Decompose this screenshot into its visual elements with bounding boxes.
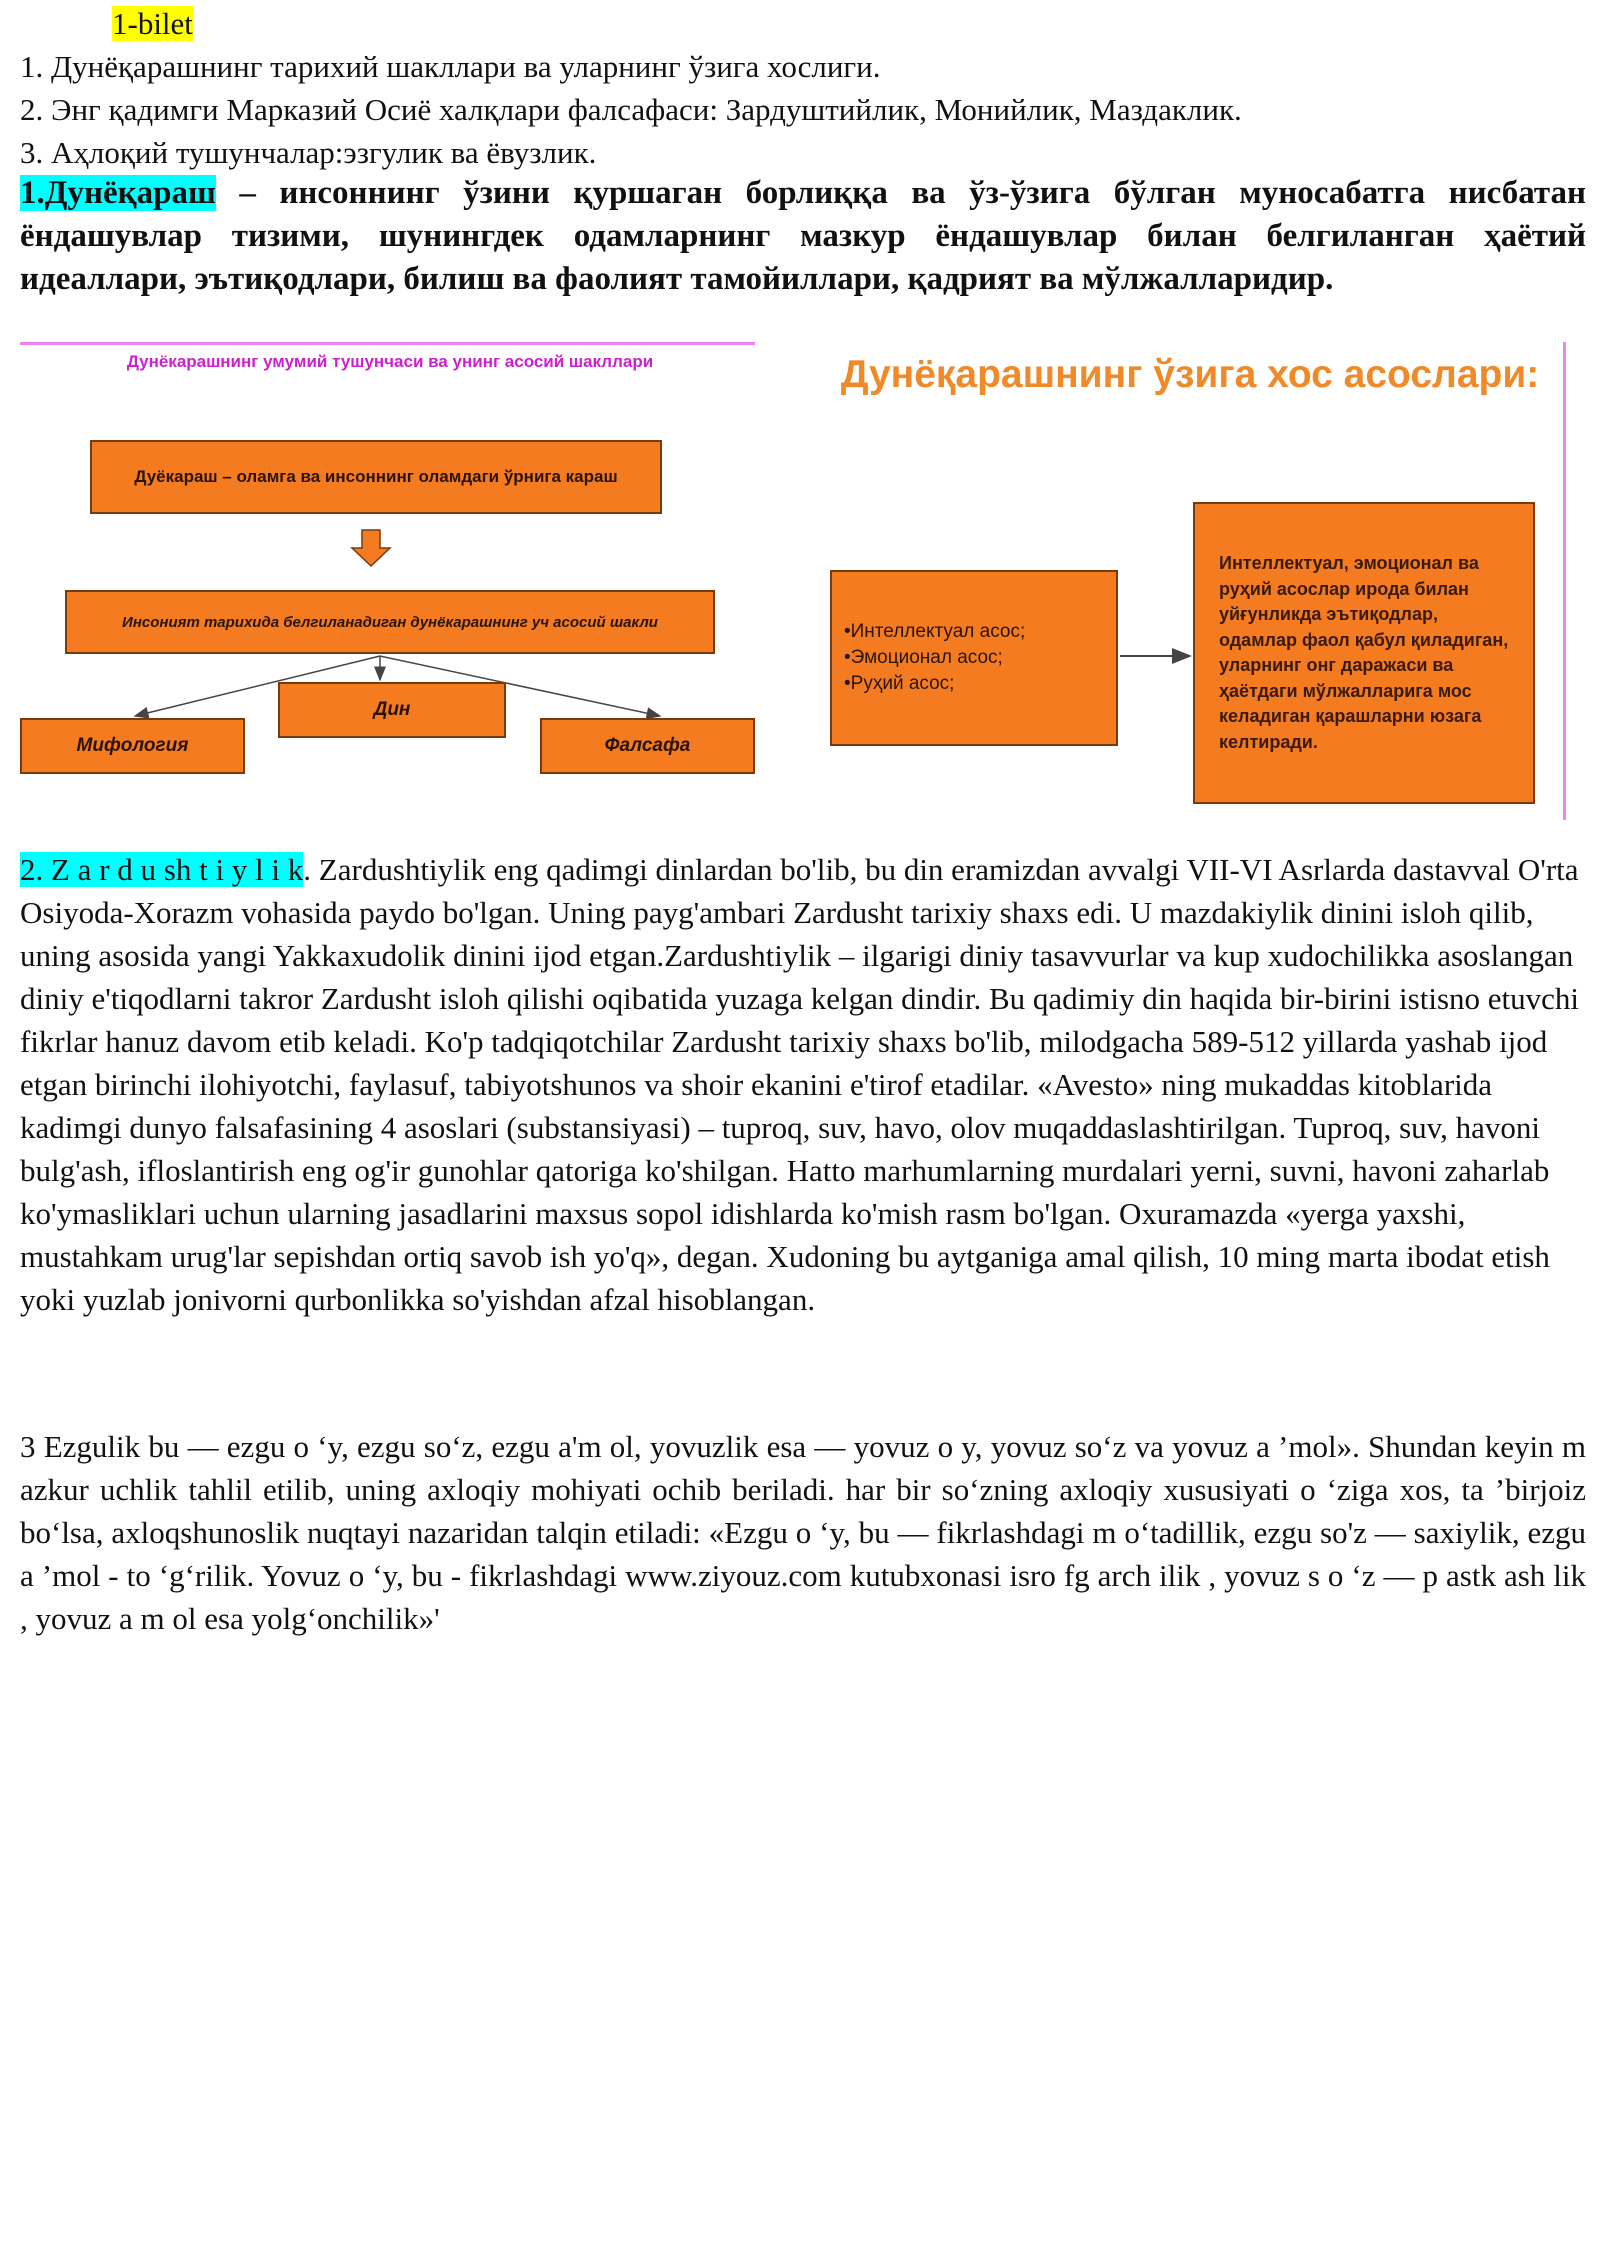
section2-paragraph (20, 848, 1586, 1321)
left-diagram-title: Дунёкарашнинг умумий тушунчаси ва унинг асосий шакллари (126, 352, 654, 371)
question-3: 3. Аҳлоқий тушунчалар:эзгулик ва ёвузлик. (20, 135, 597, 170)
section3-paragraph: 3 Ezgulik bu — ezgu o ‘y, ezgu so‘z, ezgu a'm ol, yovuzlik esa — yovuz o y, yovuz so‘z va yovuz a ’mol». Shundan keyin m azkur uchlik tahlil etilib, uning axloqiy mohiyati ochib beriladi. har bir so‘zning axloqiy xususiyati o ‘ziga xos, ta ’birjoiz bo‘lsa, axloqshunoslik nuqtayi nazaridan talqin etiladi: «Ezgu o ‘y, bu — fikrlashdagi m o‘tadillik, ezgu so'z — saxiylik, ezgu a ’mol - to ‘g‘rilik. Yovuz o ‘y, bu - fikrlashdagi www.ziyouz.com kutubxonasi isro fg arch ilik , yovuz s o ‘z — p astk ash lik , yovuz a m ol esa yolg‘onchilik»' (20, 1429, 1586, 1636)
right-diagram-title: Дунёқарашнинг ўзига хос асослари: (840, 353, 1540, 396)
section1-definition (20, 172, 1586, 301)
worldview-main-box: Дуёкараш – оламга ва инсоннинг оламдаги ўрнига караш (90, 440, 662, 514)
base-item: •Эмоционал асос; (844, 647, 1003, 668)
question-2: 2. Энг қадимги Марказий Осиё халқлари фалсафаси: Зардуштийлик, Монийлик, Маздаклик. (20, 92, 1242, 127)
question-1: 1. Дунёқарашнинг тарихий шакллари ва уларнинг ўзига хослиги. (20, 49, 881, 84)
section2-heading: 2. Z a r d u sh t i y l i k (20, 852, 304, 887)
ticket-highlight: 1-bilet (112, 6, 193, 41)
bases-description-box: Интеллектуал, эмоционал ва руҳий асослар ирода билан уйғунликда эътиқодлар, одамлар фаол қабул қиладиган, уларнинг онг даражаси ва ҳаётдаги мўлжалларига мос келадиган қарашларни юзага келтиради. (1193, 502, 1535, 804)
base-item: •Руҳий асос; (844, 673, 955, 694)
philosophy-box: Фалсафа (540, 718, 755, 774)
mythology-box: Мифология (20, 718, 245, 774)
section1-definition-text: – инсоннинг ўзини қуршаган борлиққа ва ўз-ўзига бўлган муносабатга нисбатан ёндашувлар тизими, шунингдек одамларнинг мазкур ёндашувлар билан белгиланган ҳаётий идеаллари, эътиқодлари, билиш ва фаолият тамойиллари, қадрият ва мўлжалларидир. (20, 175, 1586, 297)
worldview-bases-box (830, 570, 1118, 746)
religion-box: Дин (278, 682, 506, 738)
ticket-label (112, 2, 193, 45)
section2-body: . Zardushtiylik eng qadimgi dinlardan bo'lib, bu din eramizdan avvalgi VII-VI Asrlarda dastavval O'rta Osiyoda-Xorazm vohasida paydo bo'lgan. Uning payg'ambari Zardusht tarixiy shaxs edi. U mazdakiylik dinini isloh qilib, uning asosida yangi Yakkaxudolik dinini ijod etgan.Zardushtiylik – ilgarigi diniy tasavvurlar va kup xudochilikka asoslangan diniy e'tiqodlarni takror Zardusht isloh qilishi oqibatida yuzaga kelgan dindir. Bu qadimiy din haqida bir-birini istisno etuvchi fikrlar hanuz davom etib keladi. Ko'p tadqiqotchilar Zardusht tarixiy shaxs bo'lib, milodgacha 589-512 yillarda yashab ijod etgan birinchi ilohiyotchi, faylasuf, tabiyotshunos va shoir ekanini e'tirof etadilar. «Avesto» ning mukaddas kitoblarida kadimgi dunyo falsafasining 4 asoslari (substansiyasi) – tuproq, suv, havo, olov muqaddaslashtirilgan. Tuproq, suv, havoni bulg'ash, ifloslantirish eng og'ir gunohlar qatoriga ko'shilgan. Hatto marhumlarning murdalari yerni, suvni, havoni zaharlab ko'ymasliklari uchun ularning jasadlarini maxsus sopol idishlarda ko'mish rasm bo'lgan. Oxuramazda «yerga yaxshi, mustahkam urug'lar sepishdan ortiq savob ish yo'q», degan. Xudoning bu aytganiga amal qilish, 10 ming marta ibodat etish yoki yuzlab jonivorni qurbonlikka so'yishdan afzal hisoblangan. (20, 852, 1580, 1317)
section1-term: 1.Дунёқараш (20, 175, 216, 211)
diagram-area (0, 330, 1600, 830)
history-forms-box: Инсоният тарихида белгиланадиган дунёкарашнинг уч асосий шакли (65, 590, 715, 654)
base-item: •Интеллектуал асос; (844, 621, 1026, 642)
